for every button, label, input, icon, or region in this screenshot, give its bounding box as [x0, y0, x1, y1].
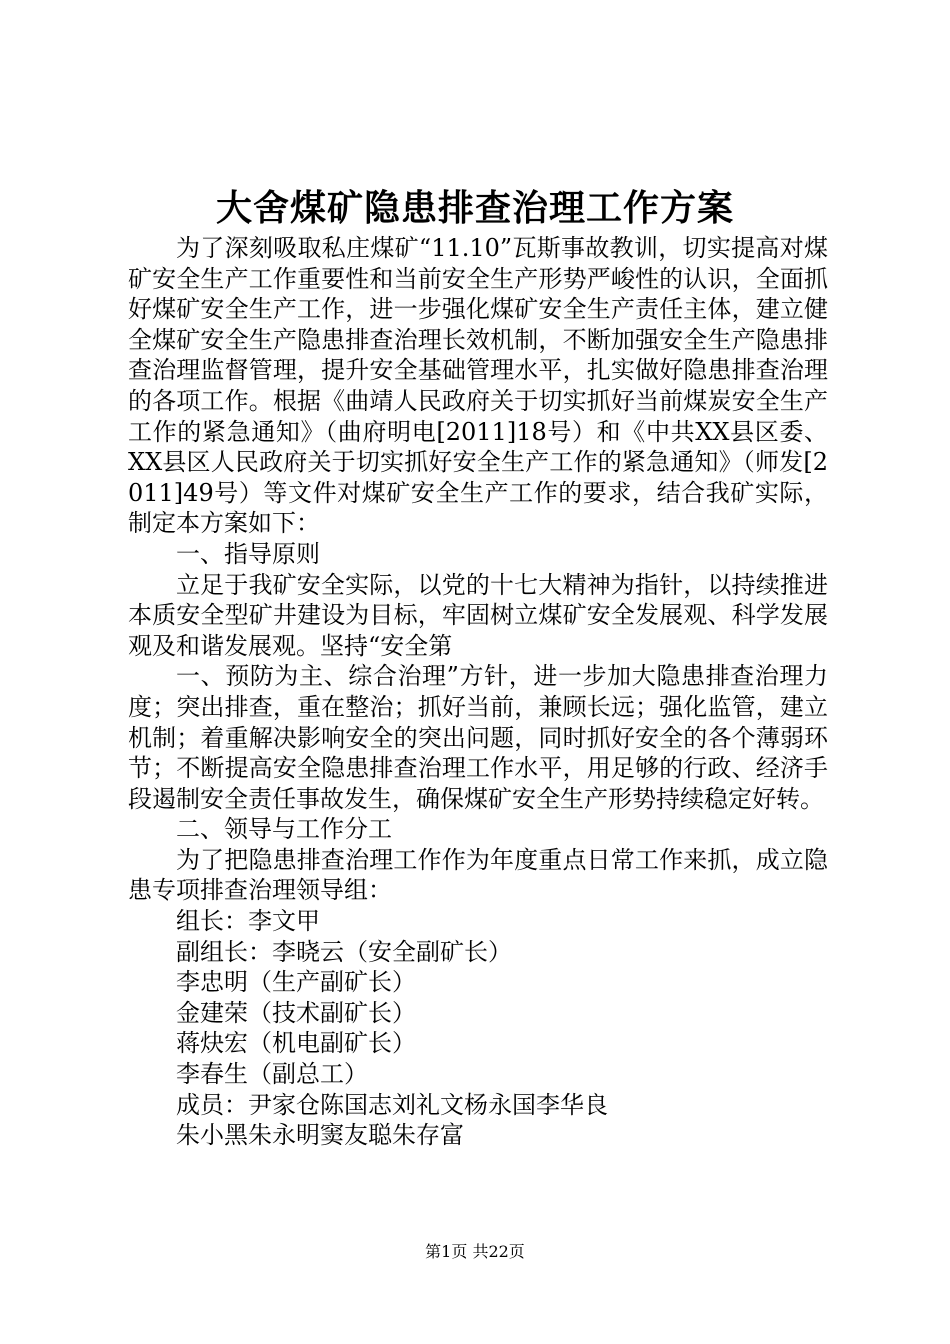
roster-line: 组长：李文甲: [176, 907, 320, 936]
roster-line: 李忠明（生产副矿长）: [176, 968, 416, 997]
document-body: [128, 233, 828, 1151]
roster-line: 李春生（副总工）: [176, 1060, 368, 1089]
document-title: 大舍煤矿隐患排查治理工作方案: [215, 187, 734, 229]
section-heading-leadership: 二、领导与工作分工: [176, 815, 392, 844]
roster-line: 金建荣（技术副矿长）: [176, 998, 416, 1027]
guiding-principles-paragraph: 立足于我矿安全实际，以党的十七大精神为指针，以持续推进本质安全型矿井建设为目标，牢固树立煤矿安全发展观、科学发展观及和谐发展观。坚持“安全第: [128, 570, 828, 660]
roster-line: 副组长：李晓云（安全副矿长）: [176, 937, 512, 966]
roster-line: 朱小黑朱永明窦友聪朱存富: [176, 1121, 464, 1150]
roster-line: 成员：尹家仓陈国志刘礼文杨永国李华良: [176, 1090, 608, 1119]
intro-paragraph: 为了深刻吸取私庄煤矿“11.10”瓦斯事故教训，切实提高对煤矿安全生产工作重要性和当前安全生产形势严峻性的认识，全面抓好煤矿安全生产工作，进一步强化煤矿安全生产责任主体，建立健全煤矿安全生产隐患排查治理长效机制，不断加强安全生产隐患排查治理监督管理，提升安全基础管理水平，扎实做好隐患排查治理的各项工作。根据《曲靖人民政府关于切实抓好当前煤炭安全生产工作的紧急通知》（曲府明电[2011]18号）和《中共XX县区委、XX县区人民政府关于切实抓好安全生产工作的紧急通知》（师发[2011]49号）等文件对煤矿安全生产工作的要求，结合我矿实际，制定本方案如下：: [128, 234, 828, 538]
roster-line: 蒋炔宏（机电副矿长）: [176, 1029, 416, 1058]
section-heading-guiding-principles: 一、指导原则: [176, 539, 320, 568]
leadership-paragraph: 为了把隐患排查治理工作作为年度重点日常工作来抓，成立隐患专项排查治理领导组：: [128, 845, 828, 905]
policy-paragraph: 一、预防为主、综合治理”方针，进一步加大隐患排查治理力度；突出排查，重在整治；抓好当前，兼顾长远；强化监管，建立机制；着重解决影响安全的突出问题，同时抓好安全的各个薄弱环节；不断提高安全隐患排查治理工作水平，用足够的行政、经济手段遏制安全责任事故发生，确保煤矿安全生产形势持续稳定好转。: [128, 662, 828, 813]
page-number-footer: 第1页 共22页: [425, 1242, 525, 1261]
